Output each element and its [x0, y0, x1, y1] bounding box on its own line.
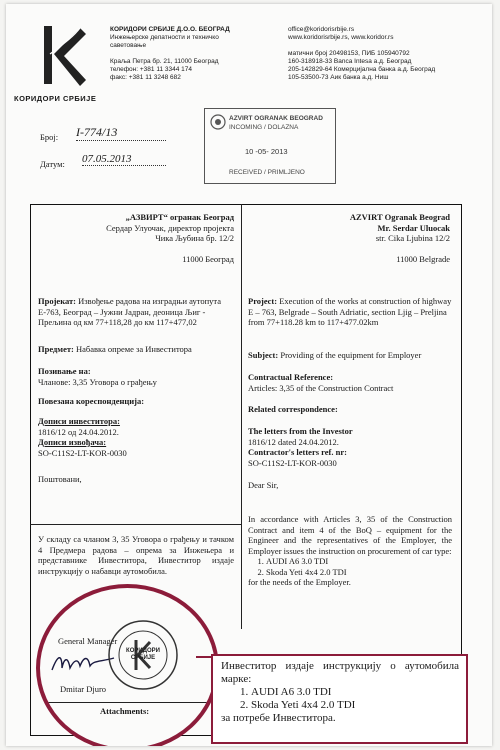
en-subject-text: Providing of the equipment for Employer: [280, 350, 422, 360]
en-correspondence-label: Related correspondence:: [248, 404, 338, 414]
broj-value: I-774/13: [76, 125, 166, 141]
company-phone: телефон: +381 11 3344 174: [110, 66, 192, 73]
en-reference-label: Contractual Reference:: [248, 372, 334, 382]
bank-account-2: 205-142829-64 Комерцијална банка а.д. Београд: [288, 66, 436, 73]
callout-text: [221, 660, 459, 725]
stamp-title: AZVIRT OGRANAK BEOGRAD: [229, 115, 323, 122]
sr-project-text: Извођење радова на изградњи аутопута Е-763, Београд – Јужни Јадран, деоница Љиг - Прељина од км 77+118,28 до км 117+477,02: [38, 296, 221, 327]
en-car-item: 1. AUDI A6 3.0 TDI: [266, 556, 452, 567]
callout-closing: за потребе Инвеститора.: [221, 712, 336, 724]
sr-project-label: Пројекат:: [38, 296, 76, 306]
column-divider: [241, 204, 242, 629]
company-registration: матични број 20498153, ПИБ 105940792: [288, 50, 410, 57]
en-project: [248, 296, 452, 328]
en-greeting: Dear Sir,: [248, 480, 279, 490]
general-manager-label: General Manager: [58, 636, 118, 646]
header-company-block: [110, 26, 285, 82]
sr-addressee-person: Сердар Улуочак, директор пројекта: [106, 222, 234, 233]
en-subject-label: Subject:: [248, 350, 279, 360]
broj-label: Број:: [40, 132, 59, 142]
callout-car-item: 1. AUDI A6 3.0 TDI: [251, 686, 459, 699]
sr-subject: [38, 344, 234, 355]
zoom-callout: [211, 654, 468, 744]
en-contractor-label: Contractor's letters ref. nr:: [248, 447, 347, 457]
sr-addressee-city: 11000 Београд: [182, 253, 234, 264]
en-letters: [248, 426, 452, 468]
header-contact-block: [288, 26, 488, 82]
sr-contractor-text: SO-C11S2-LT-KOR-0030: [38, 447, 127, 458]
en-addressee-street: str. Cika Ljubina 12/2: [375, 233, 450, 243]
company-web: www.koridorisrbije.rs, www.koridor.rs: [288, 34, 394, 41]
sr-subject-label: Предмет:: [38, 344, 74, 354]
sr-addressee-street: Чика Љубина бр. 12/2: [155, 233, 234, 243]
attachments-label: Attachments:: [100, 706, 150, 716]
en-car-item: 2. Skoda Yeti 4x4 2.0 TDI: [266, 567, 452, 578]
sr-body: У складу са чланом 3, 35 Уговора о грађењу и тачком 4 Предмера радова – опрема за Инжењера и представнике Инвеститора, Инвеститор издаје инструкцију о набавци аутомобила.: [38, 534, 234, 576]
en-contractor-text: SO-C11S2-LT-KOR-0030: [248, 457, 337, 468]
company-activity-1: Инжењерске делатности и техничко: [110, 34, 219, 41]
zoom-row-line: [40, 702, 215, 703]
en-reference: [248, 372, 452, 393]
company-name: КОРИДОРИ СРБИЈЕ Д.О.О. БЕОГРАД: [110, 26, 230, 33]
sr-subject-text: Набавка опреме за Инвеститора: [76, 344, 192, 354]
en-addressee-city: 11000 Belgrade: [396, 253, 450, 264]
company-address: Краља Петра бр. 21, 11000 Београд: [110, 58, 219, 65]
koridori-logo-icon: [30, 24, 90, 90]
incoming-stamp: [204, 108, 336, 184]
sr-investor-text: 1816/12 од 24.04.2012.: [38, 426, 119, 437]
en-addressee-company: AZVIRT Ogranak Beograd: [349, 212, 450, 222]
stamp-incoming: INCOMING / DOLAZNA: [229, 124, 299, 131]
scanned-letter: [6, 4, 492, 746]
stamp-received: RECEIVED / PRIMLJENO: [229, 169, 305, 176]
bank-account-3: 105-53500-73 Аик банка а.д. Ниш: [288, 74, 389, 81]
company-email: office@koridorisrbije.rs: [288, 26, 355, 33]
datum-label: Датум:: [40, 159, 65, 169]
en-body-text: In accordance with Articles 3, 35 of the Construction Contract and item 4 of the BoQ – equipment for the Engineer and the representatives of the Employer, the Employer issues the instruction on procurement of car type:: [248, 514, 452, 556]
en-car-list: [248, 556, 452, 577]
row-divider: [30, 524, 241, 525]
callout-intro: Инвеститор издаје инструкцију о аутомобила марке:: [221, 660, 459, 685]
sr-project: [38, 296, 234, 328]
seal-text: КОРИДОРИ СРБИЈЕ: [126, 648, 160, 661]
sr-reference: [38, 366, 234, 387]
sr-addressee: [42, 212, 234, 264]
callout-car-list: [221, 686, 459, 712]
sr-correspondence-label: Повезана кореспонденција:: [38, 396, 145, 406]
en-investor-label: The letters from the Investor: [248, 426, 353, 436]
bank-account-1: 160-318918-33 Banca Intesa a.д. Београд: [288, 58, 412, 65]
datum-value: 07.05.2013: [82, 153, 166, 166]
en-investor-text: 1816/12 dated 24.04.2012.: [248, 436, 339, 447]
sr-addressee-company: „АЗВИРТ“ огранак Београд: [125, 212, 234, 222]
en-body: [248, 514, 452, 588]
sr-reference-label: Позивање на:: [38, 366, 91, 376]
en-addressee: [250, 212, 450, 264]
en-reference-text: Articles: 3,35 of the Construction Contract: [248, 382, 394, 393]
en-addressee-person: Mr. Serdar Uluocak: [377, 222, 450, 233]
sr-greeting: Поштовани,: [38, 474, 82, 484]
sr-contractor-label: Дописи извођача:: [38, 437, 107, 447]
zoom-circle: [36, 584, 219, 746]
sr-investor-label: Дописи инвеститора:: [38, 416, 120, 426]
callout-car-item: 2. Skoda Yeti 4x4 2.0 TDI: [251, 699, 459, 712]
stamp-emblem-icon: [209, 113, 227, 131]
company-fax: факс: +381 11 3248 682: [110, 74, 181, 81]
company-activity-2: саветовање: [110, 42, 147, 49]
en-project-text: Execution of the works at construction of highway E – 763, Belgrade – South Adriatic, section Ljig – Preljina from 77+118.28 km to 117+477.02km: [248, 296, 452, 327]
en-project-label: Project:: [248, 296, 278, 306]
stamp-date: 10 -05- 2013: [245, 147, 288, 156]
en-closing: for the needs of the Employer.: [248, 577, 351, 587]
sr-reference-text: Чланове: 3,35 Уговора о грађењу: [38, 376, 157, 387]
en-subject: [248, 350, 452, 361]
sr-letters: [38, 416, 234, 458]
logo-name: КОРИДОРИ СРБИЈЕ: [14, 94, 97, 103]
manager-name: Dmitar Djuro: [60, 684, 107, 694]
